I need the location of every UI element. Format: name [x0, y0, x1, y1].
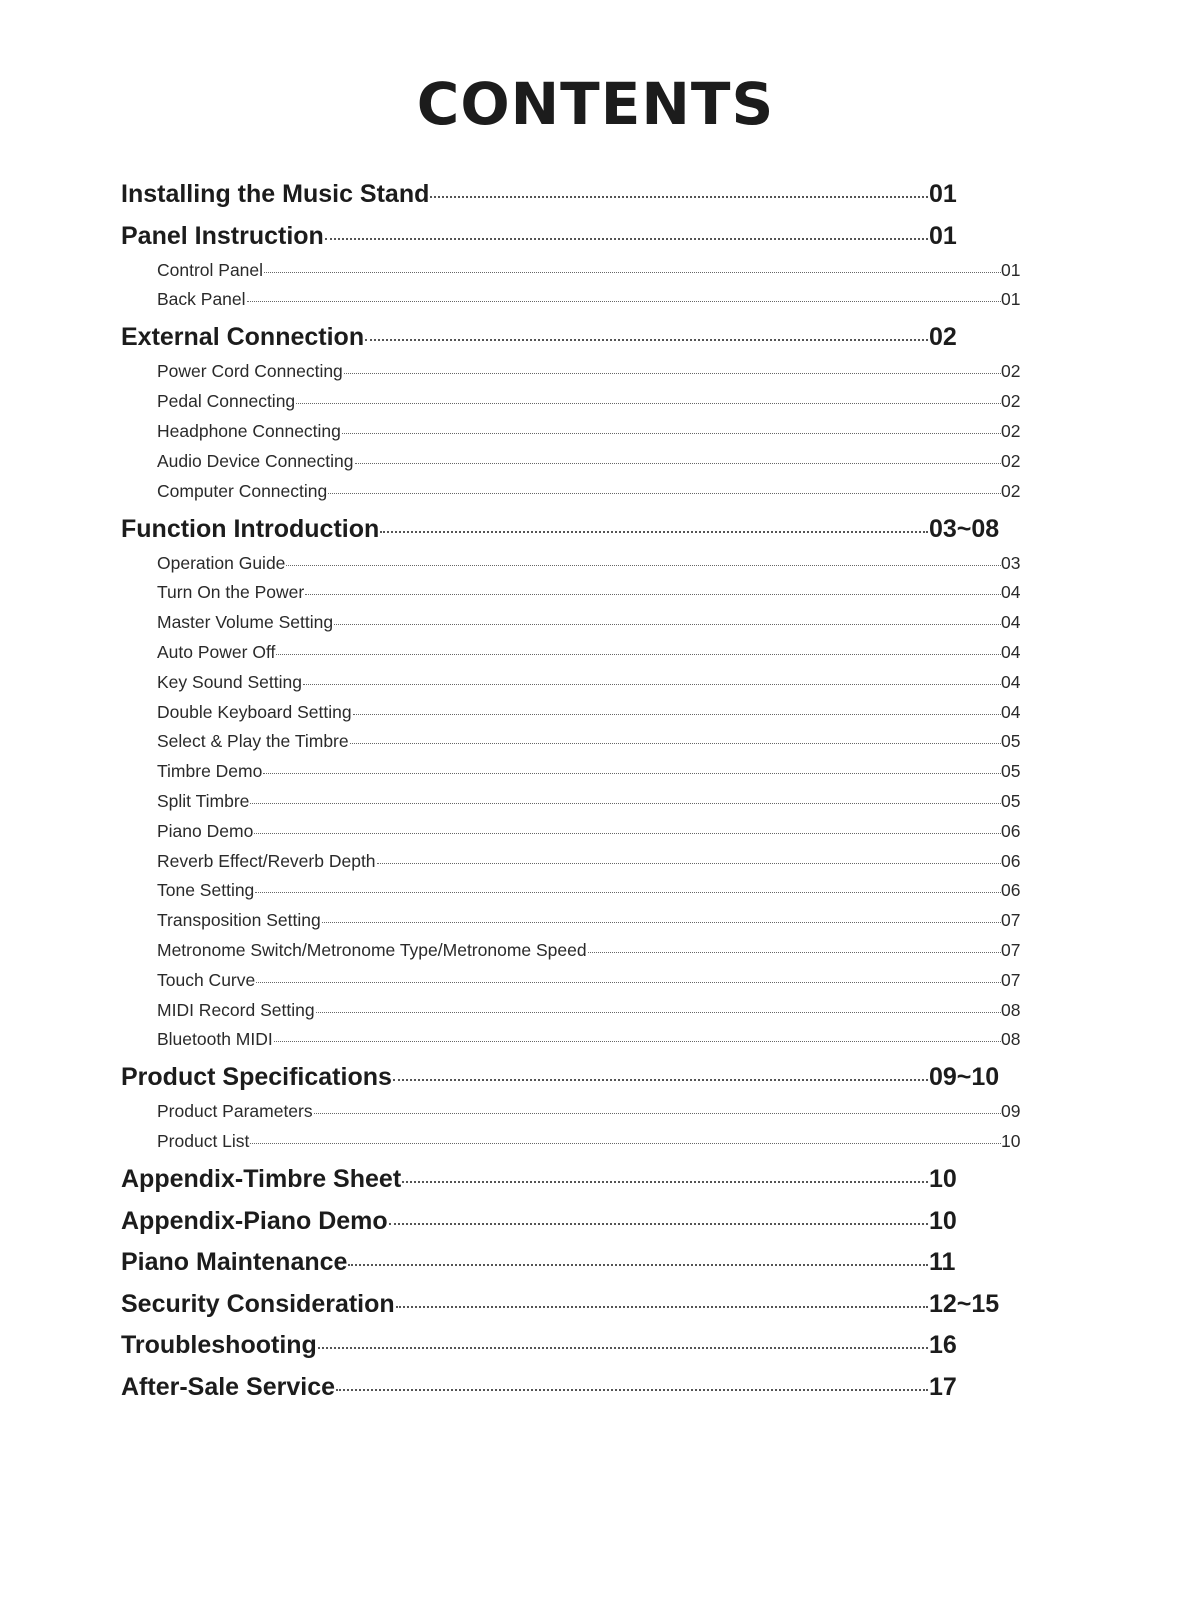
toc-entry-page-number: 09~10 [929, 1063, 1000, 1092]
toc-entry-page-number-text: 07 [1001, 939, 1021, 960]
toc-entry-label: Audio Device Connecting [157, 450, 354, 471]
toc-subsection-entry[interactable] [157, 939, 1021, 964]
dot-leader [344, 373, 1001, 374]
toc-entry-label: Split Timbre [157, 790, 250, 811]
toc-entry-label: Computer Connecting [157, 480, 328, 501]
toc-entry-label: Double Keyboard Setting [157, 701, 352, 722]
toc-subsection-entry[interactable] [157, 1101, 1021, 1125]
toc-entry-page-number: 16 [929, 1331, 957, 1360]
toc-entry-page-number-text: 06 [1001, 880, 1021, 901]
toc-entry-label: External Connection [121, 323, 365, 352]
toc-entry-page-number-text: 04 [1001, 582, 1021, 603]
toc-subsection-entry[interactable] [157, 790, 1021, 815]
dot-leader [263, 773, 1001, 774]
toc-entry-page-number-text: 05 [1001, 790, 1021, 811]
dot-leader [328, 493, 1001, 494]
dot-leader [430, 196, 928, 198]
toc-section-entry[interactable] [121, 1165, 1001, 1197]
toc-section-entry[interactable] [121, 1331, 1001, 1363]
toc-entry-page-number: 11 [929, 1248, 956, 1277]
dot-leader [296, 403, 1001, 404]
dot-leader [303, 684, 1001, 685]
dot-leader [325, 238, 928, 240]
toc-entry-page-number-text: 04 [1001, 612, 1021, 633]
dot-leader [318, 1347, 928, 1349]
toc-entry-page-number-text: 07 [1001, 910, 1021, 931]
toc-entry-label: Pedal Connecting [157, 391, 296, 412]
dot-leader [393, 1079, 928, 1081]
toc-entry-label: Key Sound Setting [157, 671, 302, 692]
toc-entry-page-number-text: 02 [1001, 391, 1021, 412]
dot-leader [274, 1041, 1001, 1042]
dot-leader [305, 594, 1001, 595]
toc-section-entry[interactable] [121, 1063, 1001, 1095]
toc-subsection-entry[interactable] [157, 582, 1021, 606]
toc-entry-page-number-text: 03 [1001, 552, 1021, 573]
toc-entry-page-number-text: 08 [1001, 999, 1021, 1020]
toc-entry-page-number-text: 05 [1001, 761, 1021, 782]
toc-entry-label: MIDI Record Setting [157, 999, 315, 1020]
dot-leader [286, 565, 1001, 566]
dot-leader [276, 654, 1001, 655]
toc-entry-page-number-text: 01 [1001, 289, 1021, 310]
toc-section-entry[interactable] [121, 180, 1001, 212]
page-title: CONTENTS [416, 70, 775, 138]
toc-entry-label: Back Panel [157, 289, 246, 310]
toc-subsection-entry[interactable] [157, 552, 1021, 577]
toc-entry-label: Touch Curve [157, 969, 256, 990]
toc-entry-page-number-text: 02 [1001, 480, 1021, 501]
dot-leader [389, 1223, 928, 1225]
toc-entry-label: Product List [157, 1131, 250, 1152]
toc-entry-page-number-text: 02 [1001, 420, 1021, 441]
toc-entry-page-number-text: 04 [1001, 641, 1021, 662]
dot-leader [334, 624, 1001, 625]
toc-entry-page-number: 10 [929, 1165, 957, 1194]
toc-entry-page-number-text: 06 [1001, 820, 1021, 841]
toc-subsection-entry[interactable] [157, 450, 1021, 475]
toc-entry-label: Troubleshooting [121, 1331, 317, 1360]
dot-leader [380, 531, 928, 533]
toc-subsection-entry[interactable] [157, 420, 1021, 445]
toc-entry-page-number: 02 [929, 323, 957, 352]
toc-entry-page-number-text: 02 [1001, 450, 1021, 471]
toc-entry-label: Appendix-Piano Demo [121, 1206, 388, 1235]
toc-entry-label: Metronome Switch/Metronome Type/Metronome Speed [157, 939, 587, 960]
dot-leader [254, 833, 1001, 834]
toc-entry-page-number: 10 [929, 1206, 957, 1235]
toc-entry-label: Installing the Music Stand [121, 180, 430, 208]
dot-leader [377, 863, 1001, 864]
toc-subsection-entry[interactable] [157, 1131, 1021, 1155]
dot-leader [322, 922, 1001, 923]
toc-subsection-entry[interactable] [157, 289, 1021, 313]
toc-subsection-entry[interactable] [157, 480, 1021, 505]
toc-entry-label: Power Cord Connecting [157, 361, 343, 382]
toc-entry-page-number-text: 07 [1001, 969, 1021, 990]
dot-leader [365, 339, 928, 341]
toc-subsection-entry[interactable] [157, 910, 1021, 934]
toc-entry-label: Bluetooth MIDI [157, 1029, 273, 1050]
toc-entry-page-number: 01 [929, 221, 957, 250]
dot-leader [264, 272, 1001, 273]
toc-entry-label: Headphone Connecting [157, 420, 341, 441]
toc-subsection-entry[interactable] [157, 671, 1021, 696]
dot-leader [342, 433, 1001, 434]
toc-entry-label: Control Panel [157, 259, 264, 280]
toc-entry-page-number: 01 [929, 180, 957, 208]
toc-subsection-entry[interactable] [157, 820, 1021, 845]
toc-entry-label: Panel Instruction [121, 221, 324, 250]
dot-leader [348, 1264, 928, 1266]
dot-leader [355, 463, 1001, 464]
toc-entry-page-number-text: 06 [1001, 850, 1021, 871]
toc-entry-page-number-text: 01 [1001, 259, 1021, 280]
toc-entry-page-number-text: 04 [1001, 701, 1021, 722]
dot-leader [396, 1306, 928, 1308]
dot-leader [255, 892, 1001, 893]
toc-entry-label: Function Introduction [121, 514, 380, 543]
toc-subsection-entry[interactable] [157, 761, 1021, 785]
dot-leader [316, 1012, 1001, 1013]
toc-entry-page-number-text: 05 [1001, 731, 1021, 752]
toc-entry-label: Timbre Demo [157, 761, 263, 782]
toc-entry-page-number-text: 08 [1001, 1029, 1021, 1050]
toc-subsection-entry[interactable] [157, 880, 1021, 904]
toc-entry-label: Piano Maintenance [121, 1248, 348, 1277]
toc-entry-label: Auto Power Off [157, 641, 276, 662]
toc-section-entry[interactable] [121, 222, 1001, 254]
toc-entry-label: Piano Demo [157, 820, 254, 841]
toc-entry-label: Appendix-Timbre Sheet [121, 1165, 402, 1194]
toc-subsection-entry[interactable] [157, 701, 1021, 726]
toc-section-entry[interactable] [121, 1290, 1001, 1322]
toc-subsection-entry[interactable] [157, 731, 1021, 755]
dot-leader [256, 982, 1001, 983]
toc-entry-label: After-Sale Service [121, 1372, 336, 1401]
toc-entry-label: Tone Setting [157, 880, 255, 901]
toc-entry-page-number-text: 10 [1001, 1131, 1021, 1152]
dot-leader [588, 952, 1001, 953]
toc-section-entry[interactable] [121, 1373, 1001, 1405]
toc-section-entry[interactable] [121, 1207, 1001, 1239]
toc-entry-label: Master Volume Setting [157, 612, 334, 633]
toc-entry-label: Reverb Effect/Reverb Depth [157, 850, 376, 871]
toc-section-entry[interactable] [121, 323, 1001, 355]
toc-entry-page-number: 12~15 [929, 1289, 1000, 1318]
toc-entry-label: Security Consideration [121, 1289, 395, 1318]
dot-leader [336, 1389, 928, 1391]
toc-entry-page-number: 17 [929, 1372, 957, 1401]
toc-entry-label: Product Specifications [121, 1063, 392, 1092]
toc-entry-page-number-text: 09 [1001, 1101, 1021, 1122]
toc-subsection-entry[interactable] [157, 259, 1021, 284]
toc-section-entry[interactable] [121, 1248, 1001, 1280]
toc-entry-page-number-text: 04 [1001, 671, 1021, 692]
toc-entry-label: Transposition Setting [157, 910, 321, 931]
dot-leader [250, 803, 1001, 804]
toc-entry-label: Product Parameters [157, 1101, 313, 1122]
toc-section-entry[interactable] [121, 515, 1001, 547]
toc-subsection-entry[interactable] [157, 1029, 1021, 1053]
toc-entry-label: Operation Guide [157, 552, 286, 573]
toc-subsection-entry[interactable] [157, 969, 1021, 994]
dot-leader [247, 301, 1001, 302]
toc-entry-label: Turn On the Power [157, 582, 305, 603]
dot-leader [250, 1143, 1001, 1144]
toc-subsection-entry[interactable] [157, 999, 1021, 1024]
toc-subsection-entry[interactable] [157, 391, 1021, 415]
dot-leader [353, 714, 1001, 715]
toc-entry-page-number-text: 02 [1001, 361, 1021, 382]
toc-entry-label: Select & Play the Timbre [157, 731, 349, 752]
dot-leader [402, 1181, 928, 1183]
toc-subsection-entry[interactable] [157, 850, 1021, 875]
toc-entry-page-number: 03~08 [929, 514, 1000, 543]
dot-leader [314, 1113, 1001, 1114]
dot-leader [350, 743, 1001, 744]
toc-subsection-entry[interactable] [157, 361, 1021, 385]
toc-subsection-entry[interactable] [157, 612, 1021, 636]
toc-subsection-entry[interactable] [157, 641, 1021, 666]
